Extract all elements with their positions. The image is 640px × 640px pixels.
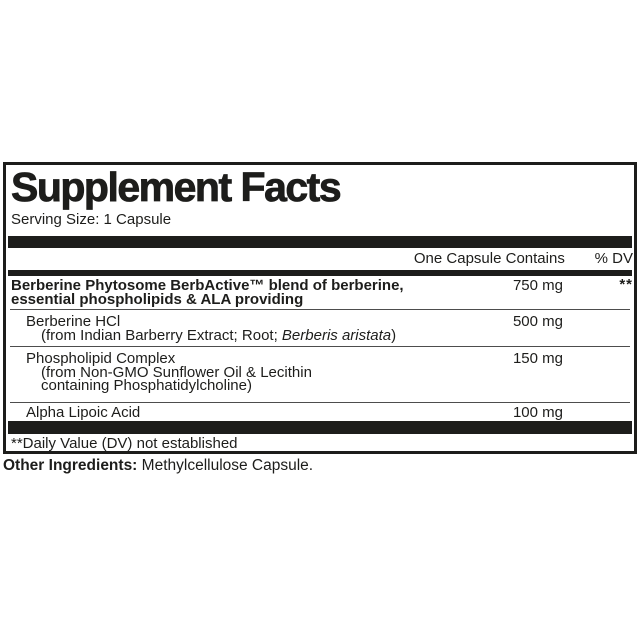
- ingredient-source-detail: [41, 326, 480, 344]
- ingredient-amount: 750 mg: [512, 277, 563, 294]
- other-ingredients-text: [3, 457, 313, 474]
- ingredient-amount: 100 mg: [512, 403, 563, 421]
- daily-value-footnote: **Daily Value (DV) not established: [11, 435, 238, 452]
- ingredient-name-line2: essential phospholipids & ALA providing: [11, 290, 304, 308]
- detail-prefix: (from Indian Barberry Extract; Root;: [41, 326, 282, 344]
- panel-title: Supplement Facts: [11, 164, 341, 210]
- other-ingredients-label: Other Ingredients:: [3, 457, 138, 474]
- ingredient-name: Berberine HCl: [26, 313, 121, 330]
- ingredient-name: Phospholipid Complex: [26, 350, 176, 367]
- detail-suffix: ): [391, 326, 397, 344]
- ingredient-row-alpha-lipoic-acid: [10, 403, 630, 422]
- ingredient-source-detail-line1: (from Non-GMO Sunflower Oil & Lecithin: [41, 363, 312, 381]
- column-header-contains: One Capsule Contains: [413, 250, 565, 267]
- serving-size-text: Serving Size: 1 Capsule: [11, 211, 172, 228]
- ingredient-row-phospholipid-complex: [10, 347, 630, 403]
- supplement-facts-panel: [3, 162, 637, 454]
- detail-latin-name: Berberis aristata: [281, 326, 392, 344]
- ingredient-row-berberine-hcl: [10, 310, 630, 347]
- ingredient-row-blend: [10, 276, 633, 310]
- divider-bar-thick-bottom: [8, 421, 632, 434]
- ingredient-amount: 500 mg: [512, 313, 563, 330]
- column-header-dv: % DV: [594, 250, 633, 267]
- ingredient-name: Alpha Lipoic Acid: [26, 403, 141, 421]
- ingredient-name-line1: Berberine Phytosome BerbActive™ blend of berberine,: [11, 277, 404, 294]
- other-ingredients-value: Methylcellulose Capsule.: [137, 457, 314, 474]
- column-header-row: [10, 250, 633, 267]
- ingredient-source-detail-line2: containing Phosphatidylcholine): [41, 377, 252, 394]
- ingredient-dv-mark: **: [619, 276, 633, 293]
- divider-bar-thick-top: [8, 236, 632, 248]
- ingredient-amount: 150 mg: [512, 350, 563, 367]
